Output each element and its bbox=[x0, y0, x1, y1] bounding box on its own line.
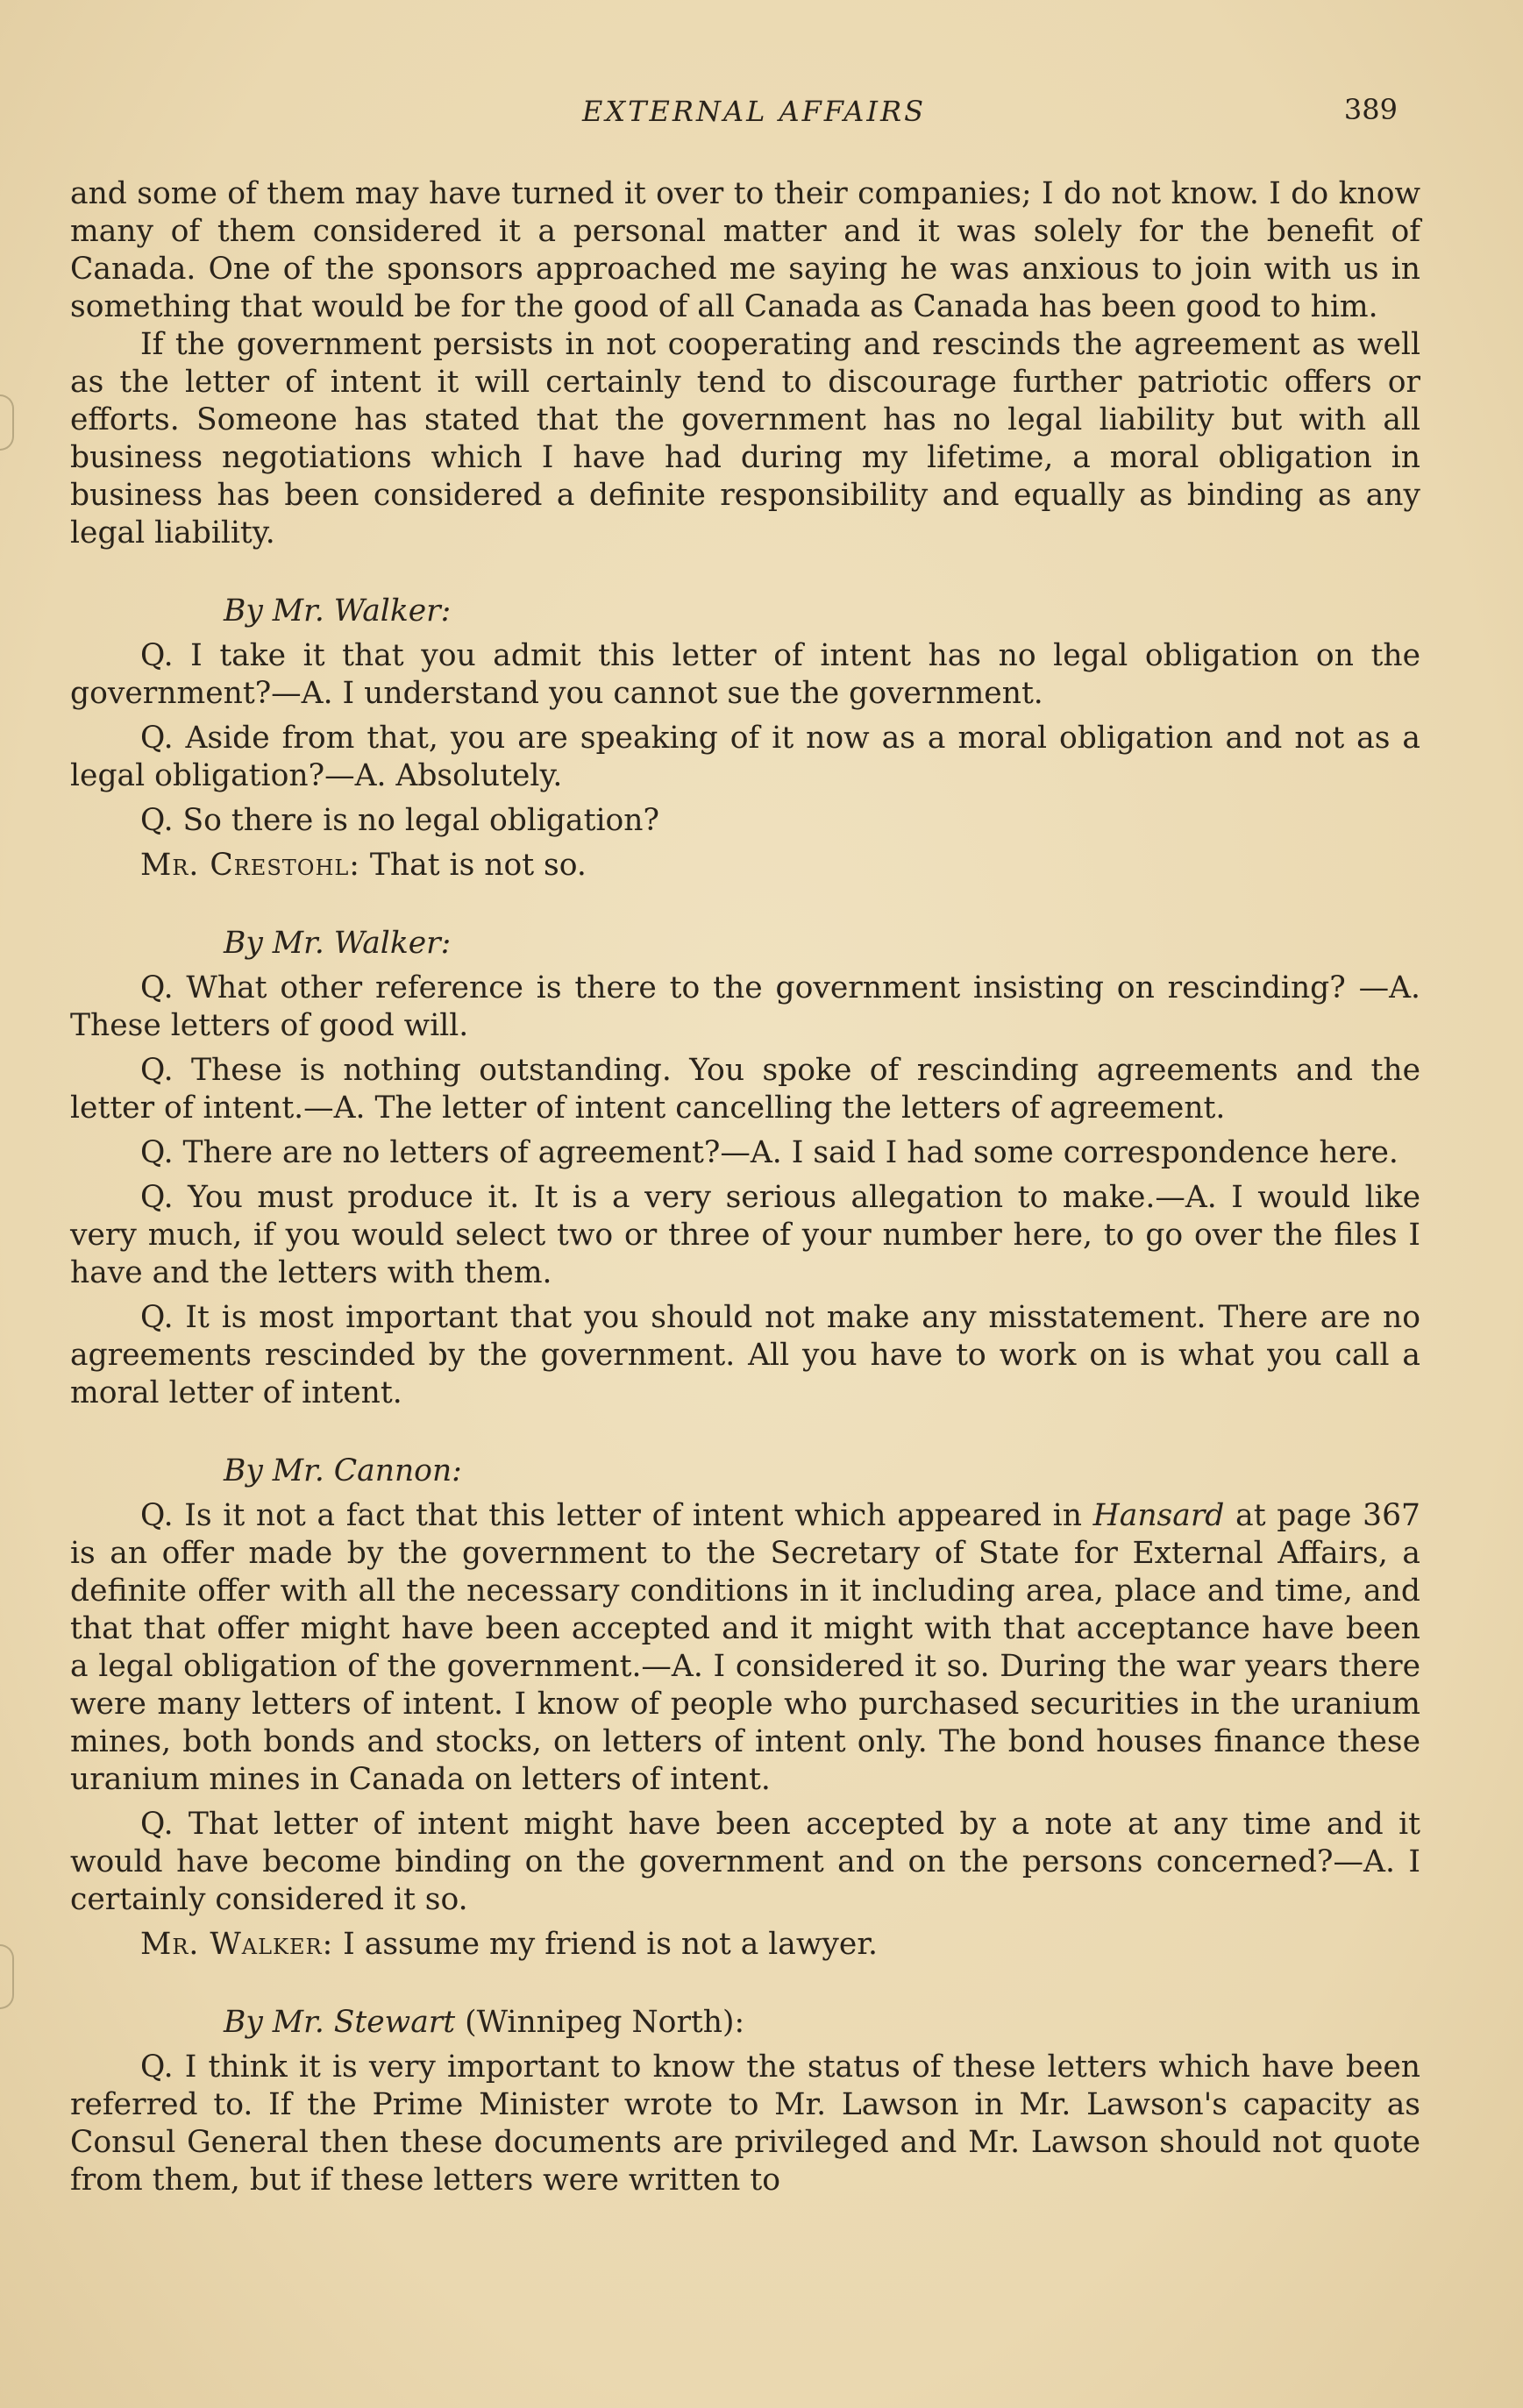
question-answer: Q. Is it not a fact that this letter of intent which appeared in Hansard at page 367 is an offer made by the government to the Secretary of State for External Affairs, a definite offer with all the necessary conditions in it including area, place and time, and that that offer might have been accepted and it might with that acceptance have been a legal obligation of the government.—A. I considered it so. During the war years there were many letters of intent. I know of people who purchased securities in the uranium mines, both bonds and stocks, on letters of intent only. The bond houses finance these uranium mines in Canada on letters of intent. bbox=[70, 1498, 1421, 1797]
margin-bracket-mark bbox=[0, 1944, 14, 2009]
page-number: 389 bbox=[1343, 93, 1398, 126]
speaker-statement: Mr. Walker: I assume my friend is not a lawyer. bbox=[140, 1927, 878, 1962]
question-answer: Q. These is nothing outstanding. You spoke of rescinding agreements and the letter of intent.—A. The letter of intent cancelling the letters of agreement. bbox=[70, 1053, 1420, 1126]
examiner-heading: By Mr. Walker: bbox=[224, 926, 452, 961]
question-answer: Q. It is most important that you should not make any misstatement. There are no agreements rescinded by the government. All you have to work on is what you call a moral letter of intent. bbox=[70, 1300, 1420, 1410]
question-answer: Q. Aside from that, you are speaking of it now as a moral obligation and not as a legal obligation?—A. Absolutely. bbox=[70, 721, 1420, 793]
question-answer: Q. So there is no legal obligation? bbox=[140, 803, 659, 838]
question-answer: Q. You must produce it. It is a very serious allegation to make.—A. I would like very much, if you would select two or three of your number here, to go over the files I have and the letters with them. bbox=[70, 1180, 1420, 1290]
question-answer: Q. There are no letters of agreement?—A. I said I had some correspondence here. bbox=[140, 1135, 1398, 1170]
question-answer: Q. What other reference is there to the government insisting on rescinding? —A. These letters of good will. bbox=[70, 970, 1420, 1043]
question-answer: Q. I think it is very important to know the status of these letters which have been referred to. If the Prime Minister wrote to Mr. Lawson in Mr. Lawson's capacity as Consul General then these documents are privileged and Mr. Lawson should not quote from them, but if these letters were written to bbox=[70, 2049, 1420, 2198]
examiner-heading: By Mr. Walker: bbox=[224, 593, 452, 629]
document-body bbox=[70, 175, 1420, 2206]
examiner-heading: By Mr. Stewart (Winnipeg North): bbox=[224, 2005, 745, 2040]
page-header bbox=[70, 95, 1438, 139]
speaker-name: Mr. Walker: bbox=[140, 1927, 334, 1962]
question-answer: Q. That letter of intent might have been accepted by a note at any time and it would have become binding on the government and on the persons concerned?—A. I certainly considered it so. bbox=[70, 1807, 1420, 1917]
margin-bracket-mark bbox=[0, 394, 14, 451]
running-head: EXTERNAL AFFAIRS bbox=[582, 95, 926, 128]
examiner-heading: By Mr. Cannon: bbox=[224, 1453, 462, 1488]
paragraph: and some of them may have turned it over to their companies; I do not know. I do know many of them considered it a personal matter and it was solely for the benefit of Canada. One of the sponsors approached me saying he was anxious to join with us in something that would be for the good of all Canada as Canada has been good to him. bbox=[70, 176, 1420, 324]
question-answer: Q. I take it that you admit this letter of intent has no legal obligation on the government?—A. I understand you cannot sue the government. bbox=[70, 638, 1420, 711]
speaker-statement: Mr. Crestohl: That is not so. bbox=[140, 848, 587, 883]
speaker-name: Mr. Crestohl: bbox=[140, 848, 360, 883]
paragraph: If the government persists in not cooperating and rescinds the agreement as well as the letter of intent it will certainly tend to discourage further patriotic offers or efforts. Someone has stated that the government has no legal liability but with all business negotiations which I have had during my lifetime, a moral obligation in business has been considered a definite responsibility and equally as binding as any legal liability. bbox=[70, 327, 1420, 551]
